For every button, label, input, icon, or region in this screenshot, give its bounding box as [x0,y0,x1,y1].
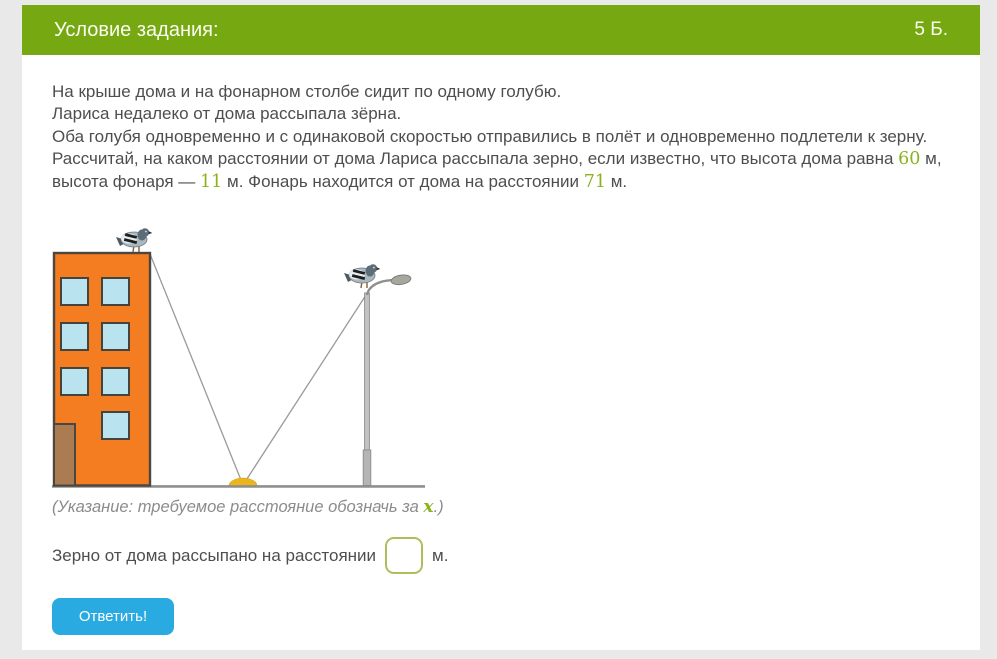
answer-row [52,537,950,574]
house-door [54,424,75,486]
text-segment: (Указание: требуемое расстояние обозначь за [52,498,424,517]
pigeon-on-roof-icon [116,228,152,252]
task-illustration [52,223,430,491]
house-window [102,368,129,395]
house-window [102,323,129,350]
task-card [22,5,980,650]
text-segment: высота фонаря — [52,171,200,191]
text-segment: м, [920,149,942,169]
lamp-arm [367,280,393,295]
page-title: Условие задания: [54,18,219,41]
math-segment: x [423,497,434,518]
house-window [102,278,129,305]
answer-input[interactable] [385,537,423,574]
text-segment: .) [433,498,444,517]
text-segment: м. [606,171,628,191]
text-segment: Оба голубя одновременно и с одинаковой скоростью отправились в полёт и одновременно подлетели к зерну. [52,126,928,146]
answer-button[interactable]: Ответить! [52,598,174,635]
task-text-line [52,148,950,170]
flight-path-house [150,254,243,485]
task-text-line [52,126,950,148]
house-window [61,368,88,395]
lamp-head [390,274,411,286]
text-segment: На крыше дома и на фонарном столбе сидит по одному голубю. [52,82,562,101]
answer-label: Зерно от дома рассыпано на расстоянии [52,545,377,565]
house [54,253,150,486]
flight-path-lamp [243,295,366,485]
task-text-line [52,171,950,193]
house-window [61,323,88,350]
math-segment: 11 [200,171,223,192]
task-header [22,5,980,55]
text-segment: Лариса недалеко от дома рассыпала зёрна. [52,104,402,124]
house-window [61,278,88,305]
grain [229,478,257,486]
task-content [22,55,980,635]
house-window [102,412,129,439]
task-text [52,81,950,193]
answer-unit: м. [432,545,449,565]
points-badge: 5 Б. [914,19,948,40]
lamp-post [363,274,411,486]
text-segment: Рассчитай, на каком расстоянии от дома Лариса рассыпала зерно, если известно, что высота дома равна [52,149,899,169]
math-segment: 60 [898,149,921,170]
text-segment: м. Фонарь находится от дома на расстоянии [222,171,584,191]
hint-text [52,497,950,517]
task-text-line [52,81,950,103]
math-segment: 71 [583,171,607,192]
task-text-line [52,103,950,125]
